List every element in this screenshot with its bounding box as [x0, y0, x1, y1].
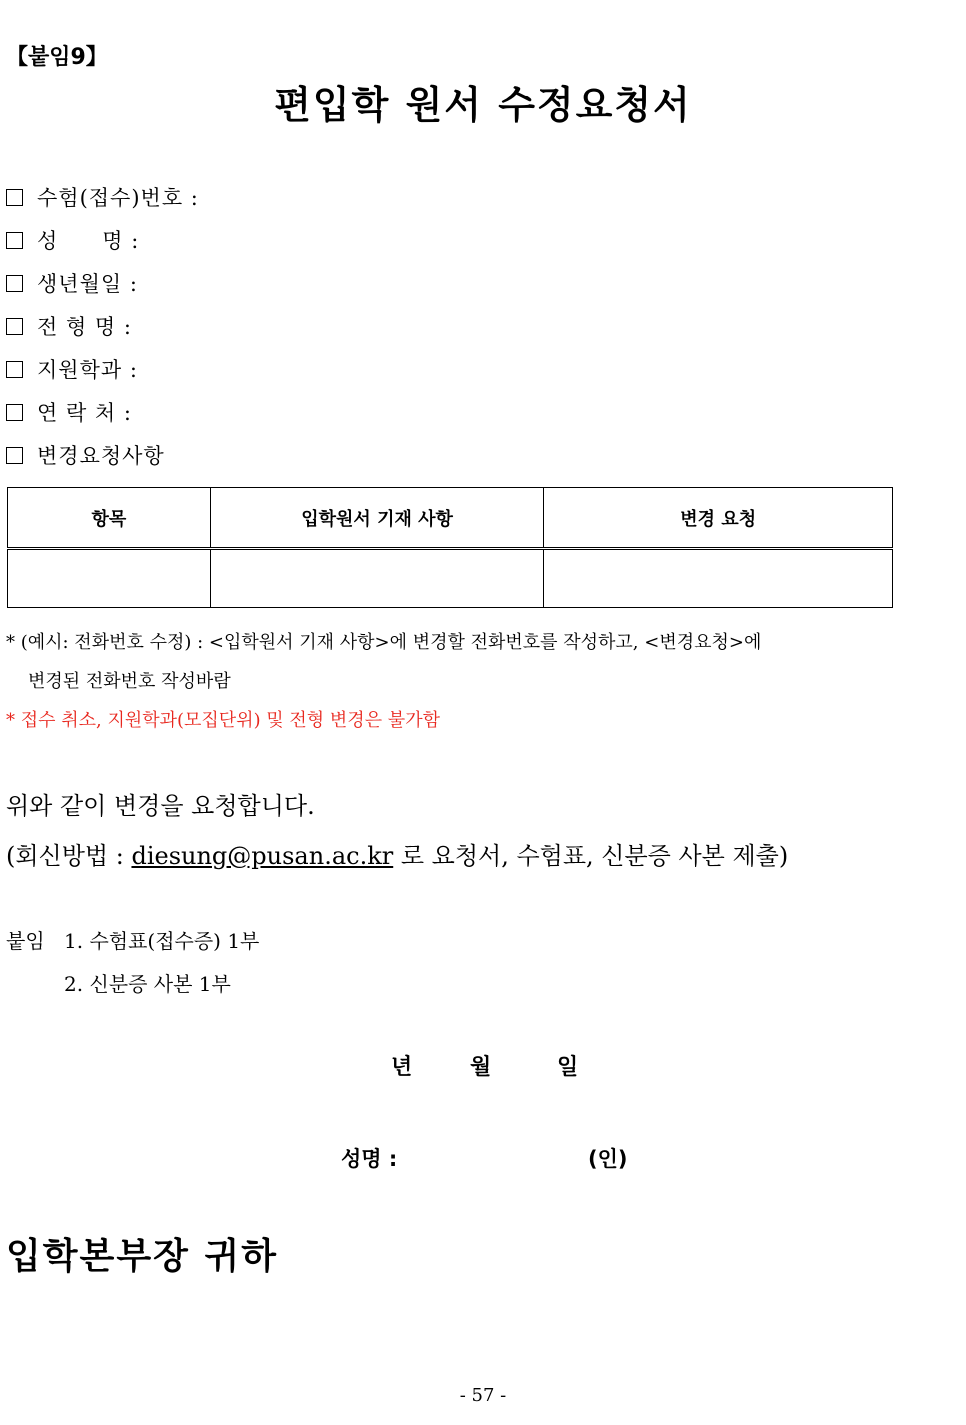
reply-method-prefix: (회신방법 : [6, 842, 132, 870]
email-link[interactable]: diesung@pusan.ac.kr [131, 842, 394, 870]
field-label: 수험(접수)번호 : [37, 186, 199, 210]
checkbox-square [6, 404, 23, 421]
reply-method-suffix: 로 요청서, 수험표, 신분증 사본 제출) [393, 842, 789, 870]
table-cell[interactable] [8, 549, 211, 608]
date-month-label: 월 [470, 1055, 492, 1080]
date-day-label: 일 [557, 1055, 579, 1080]
field-change-request [6, 440, 165, 470]
field-birthdate [6, 268, 138, 298]
reply-method [6, 836, 788, 871]
attachment-label: 【붙임9】 [6, 45, 108, 70]
example-note-line2: 변경된 전화번호 작성바람 [28, 671, 231, 692]
attachments-prefix: 붙임 [6, 929, 45, 953]
seal-mark: (인) [588, 1147, 628, 1171]
column-header-original: 입학원서 기재 사항 [210, 488, 544, 549]
column-header-item: 항목 [8, 488, 211, 549]
checkbox-square [6, 232, 23, 249]
checkbox-square [6, 275, 23, 292]
field-label: 변경요청사항 [37, 444, 165, 468]
page-number: - 57 - [459, 1385, 507, 1406]
table-cell[interactable] [210, 549, 544, 608]
checkbox-square [6, 361, 23, 378]
field-admission-type [6, 311, 132, 341]
field-label: 생년월일 : [37, 272, 138, 296]
field-label: 지원학과 : [37, 358, 138, 382]
table-row [8, 549, 893, 608]
example-note-line1: * (예시: 전화번호 수정) : <입학원서 기재 사항>에 변경할 전화번호를 작성하고, <변경요청>에 [6, 632, 762, 653]
checkbox-square [6, 447, 23, 464]
change-request-table [7, 487, 893, 608]
attachment-item: 1. 수험표(접수증) 1부 [64, 929, 260, 953]
checkbox-square [6, 189, 23, 206]
recipient: 입학본부장 귀하 [6, 1235, 278, 1277]
field-label: 전 형 명 : [37, 315, 132, 339]
field-label: 연 락 처 : [37, 401, 132, 425]
table-header-row [8, 488, 893, 549]
signature-label: 성명 : [341, 1147, 398, 1171]
date-year-label: 년 [391, 1055, 413, 1080]
field-label: 성 명 : [37, 229, 140, 253]
document-title: 편입학 원서 수정요청서 [274, 82, 692, 127]
attachment-item: 2. 신분증 사본 1부 [64, 972, 231, 996]
column-header-change: 변경 요청 [544, 488, 893, 549]
field-contact [6, 397, 132, 427]
field-name [6, 225, 139, 255]
field-exam-number [6, 182, 199, 212]
field-department [6, 354, 138, 384]
warning-note: * 접수 취소, 지원학과(모집단위) 및 전형 변경은 불가함 [6, 710, 440, 731]
table-cell[interactable] [544, 549, 893, 608]
request-statement: 위와 같이 변경을 요청합니다. [6, 792, 315, 820]
checkbox-square [6, 318, 23, 335]
